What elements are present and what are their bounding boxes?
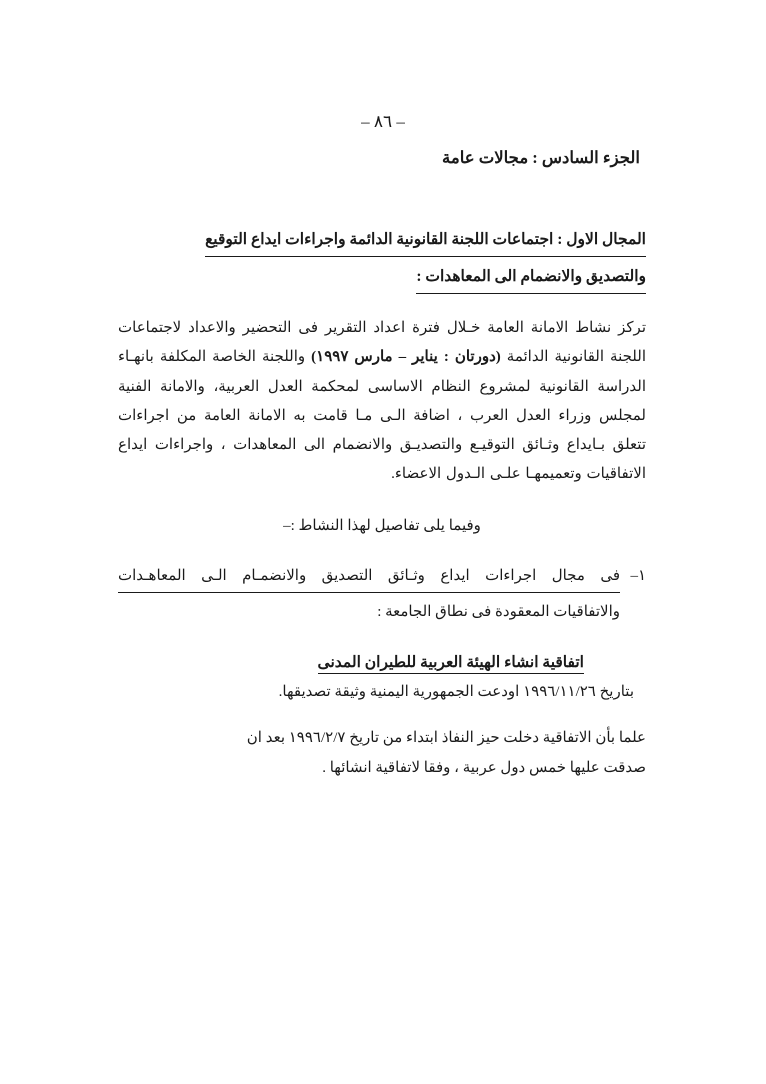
list-item-line-1: فى مجال اجراءات ايداع وثـائق التصديق والانضمـام الـى المعاهـدات bbox=[118, 561, 620, 593]
intro-paragraph-session-note: (دورتان : يناير – مارس ١٩٩٧) bbox=[311, 349, 501, 366]
list-item-marker: ١– bbox=[630, 567, 646, 584]
agreement-title: اتفاقية انشاء الهيئة العربية للطيران المدنى bbox=[318, 653, 584, 674]
page-number: – ٨٦ – bbox=[361, 112, 405, 131]
agreement-detail: بتاريخ ١٩٩٦/١١/٢٦ اودعت الجمهورية اليمنية وثيقة تصديقها. bbox=[278, 683, 634, 700]
intro-paragraph-segment-2: واللجنة الخاصة المكلفة بانهـاء الدراسة القانونية لمشروع النظام الاساسى لمحكمة العدل العربية، والامانة الفنية لمجلس وزراء العدل العرب ، اضافة الـى مـا قامت به الامانة العامة من اجراءات تتعلق بـايداع وثـائق التوقيـع والتصديـق والانضمام الى المعاهدات ، واجراءات ايداع الاتفاقيات وتعميمهـا علـى الـدول الاعضاء. bbox=[118, 349, 646, 483]
intro-paragraph bbox=[118, 314, 646, 490]
agreement-block bbox=[118, 653, 646, 701]
note-line-1: علما بأن الاتفاقية دخلت حيز النفاذ ابتداء من تاريخ ١٩٩٦/٢/٧ بعد ان bbox=[246, 729, 646, 746]
list-item-line-2: والاتفاقيات المعقودة فى نطاق الجامعة : bbox=[377, 603, 620, 620]
section-heading-line-1: المجال الاول : اجتماعات اللجنة القانونية الدائمة واجراءات ايداع التوقيع bbox=[205, 224, 646, 257]
note-line-2: صدقت عليها خمس دول عربية ، وفقا لاتفاقية انشائها . bbox=[322, 759, 646, 776]
section-heading bbox=[118, 224, 646, 294]
section-heading-line-2: والتصديق والانضمام الى المعاهدات : bbox=[416, 261, 646, 294]
list-item bbox=[118, 561, 646, 627]
list-item-body bbox=[118, 561, 620, 627]
lead-in-text: وفيما يلى تفاصيل لهذا النشاط :– bbox=[283, 517, 481, 534]
page-content bbox=[118, 148, 646, 783]
intro-paragraph-segment-1: تركز نشاط الامانة العامة خـلال فترة اعداد التقرير فى التحضير والاعداد لاجتماعات اللجنة القانونية الدائمة bbox=[118, 320, 647, 366]
part-title: الجزء السادس : مجالات عامة bbox=[442, 148, 640, 167]
note-paragraph bbox=[118, 723, 646, 783]
